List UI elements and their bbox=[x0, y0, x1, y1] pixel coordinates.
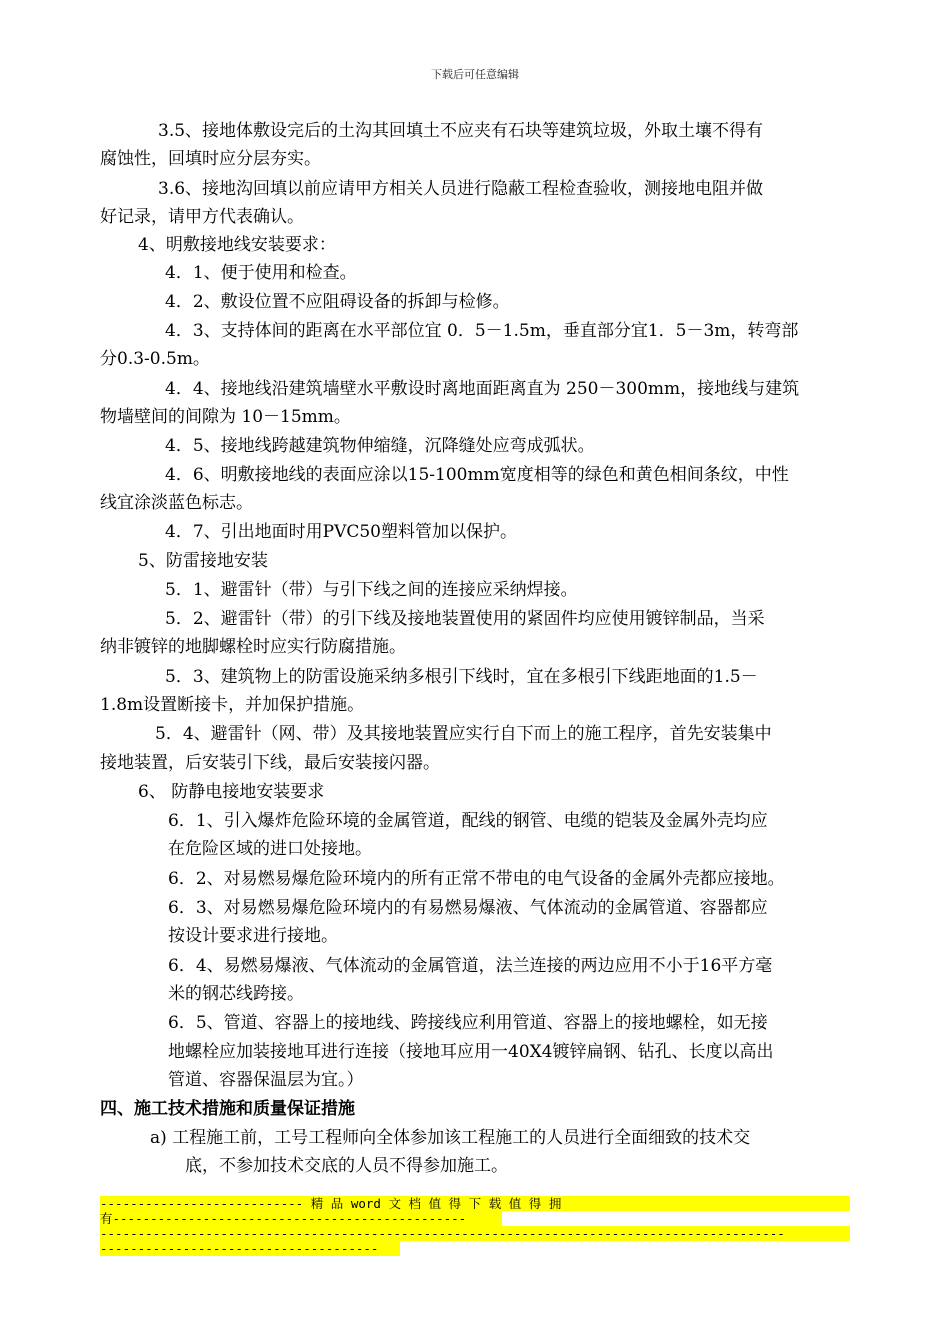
text-line: 5．3、建筑物上的防雷设施采纳多根引下线时，宜在多根引下线距地面的1.5－ bbox=[165, 667, 758, 687]
text-line: 按设计要求进行接地。 bbox=[168, 926, 338, 946]
footer-word: word bbox=[350, 1196, 381, 1211]
footer-word: 品 bbox=[330, 1196, 344, 1211]
footer-word: 得 bbox=[448, 1196, 462, 1211]
footer-word: 拥 bbox=[548, 1196, 562, 1211]
text-line: 4．3、支持体间的距离在水平部位宜 0．5－1.5m，垂直部分宜1．5－3m，转弯部 bbox=[165, 321, 799, 341]
footer-word: 文 bbox=[388, 1196, 401, 1211]
text-line: 5、防雷接地安装 bbox=[138, 551, 268, 571]
text-line: 5．4、避雷针（网、带）及其接地装置应实行自下而上的施工程序，首先安装集中 bbox=[155, 724, 772, 744]
text-line: 6．2、对易燃易爆危险环境内的所有正常不带电的电气设备的金属外壳都应接地。 bbox=[168, 869, 785, 889]
footer-word: 档 bbox=[408, 1196, 422, 1211]
section-heading: 四、施工技术措施和质量保证措施 bbox=[100, 1099, 355, 1119]
text-line: 5．2、避雷针（带）的引下线及接地装置使用的紧固件均应使用镀锌制品，当采 bbox=[165, 609, 765, 629]
text-line: 接地装置，后安装引下线，最后安装接闪器。 bbox=[100, 753, 440, 773]
text-line: 4．4、接地线沿建筑墙壁水平敷设时离地面距离直为 250－300mm，接地线与建筑 bbox=[165, 379, 800, 399]
text-line: 4．7、引出地面时用PVC50塑料管加以保护。 bbox=[165, 522, 517, 542]
footer-word: 下 bbox=[468, 1196, 482, 1211]
text-line: 物墙壁间的间隙为 10－15mm。 bbox=[100, 407, 351, 427]
text-line: 管道、容器保温层为宜。） bbox=[168, 1070, 364, 1090]
text-line: 6．1、引入爆炸危险环境的金属管道，配线的钢管、电缆的铠装及金属外壳均应 bbox=[168, 811, 768, 831]
text-line: 4．2、敷设位置不应阻碍设备的拆卸与检修。 bbox=[165, 292, 510, 312]
text-line: 5．1、避雷针（带）与引下线之间的连接应采纳焊接。 bbox=[165, 580, 578, 600]
text-line: 3.6、接地沟回填以前应请甲方相关人员进行隐蔽工程检查验收，测接地电阻并做 bbox=[158, 179, 764, 199]
watermark-footer bbox=[100, 1196, 850, 1256]
text-line: 底，不参加技术交底的人员不得参加施工。 bbox=[185, 1156, 508, 1176]
page-header: 下载后可任意编辑 bbox=[431, 68, 519, 81]
footer-word: 得 bbox=[528, 1196, 542, 1211]
footer-line-1 bbox=[100, 1196, 850, 1211]
text-line: 4．6、明敷接地线的表面应涂以15-100mm宽度相等的绿色和黄色相间条纹，中性 bbox=[165, 465, 789, 485]
text-line: 分0.3-0.5m。 bbox=[100, 349, 210, 369]
text-line: 在危险区域的进口处接地。 bbox=[168, 839, 372, 859]
footer-word: 值 bbox=[428, 1196, 442, 1211]
text-line: 6．4、易燃易爆液、气体流动的金属管道，法兰连接的两边应用不小于16平方毫 bbox=[168, 956, 773, 976]
text-line: 4．5、接地线跨越建筑物伸缩缝，沉降缝处应弯成弧状。 bbox=[165, 436, 595, 456]
text-line: 1.8m设置断接卡，并加保护措施。 bbox=[100, 695, 365, 715]
text-line: 腐蚀性，回填时应分层夯实。 bbox=[100, 149, 321, 169]
text-line: 地螺栓应加装接地耳进行连接（接地耳应用一40X4镀锌扁钢、钻孔、长度以高出 bbox=[168, 1042, 774, 1062]
text-line: 纳非镀锌的地脚螺栓时应实行防腐措施。 bbox=[100, 637, 406, 657]
footer-line-3: ------------------------------------------------------------------------------------------- bbox=[100, 1226, 850, 1241]
footer-word: 载 bbox=[488, 1196, 502, 1211]
text-line: 米的钢芯线跨接。 bbox=[168, 984, 304, 1004]
text-line: 6．5、管道、容器上的接地线、跨接线应利用管道、容器上的接地螺栓，如无接 bbox=[168, 1013, 768, 1033]
footer-word: 精 bbox=[310, 1196, 324, 1211]
text-line: 6、 防静电接地安装要求 bbox=[138, 782, 325, 802]
text-line: 好记录，请甲方代表确认。 bbox=[100, 207, 304, 227]
text-line: 4．1、便于使用和检查。 bbox=[165, 263, 357, 283]
footer-word: 值 bbox=[508, 1196, 522, 1211]
text-line: 线宜涂淡蓝色标志。 bbox=[100, 493, 253, 513]
text-line: a) 工程施工前，工号工程师向全体参加该工程施工的人员进行全面细致的技术交 bbox=[150, 1128, 751, 1148]
footer-dashes: --------------------------- bbox=[100, 1196, 304, 1211]
footer-line-4: ------------------------------------- bbox=[100, 1241, 400, 1256]
text-line: 6．3、对易燃易爆危险环境内的有易燃易爆液、气体流动的金属管道、容器都应 bbox=[168, 898, 768, 918]
text-line: 4、明敷接地线安装要求： bbox=[138, 235, 336, 255]
text-line: 3.5、接地体敷设完后的土沟其回填土不应夹有石块等建筑垃圾，外取土壤不得有 bbox=[158, 121, 764, 141]
footer-line-2: 有----------------------------------------------- bbox=[100, 1211, 502, 1226]
